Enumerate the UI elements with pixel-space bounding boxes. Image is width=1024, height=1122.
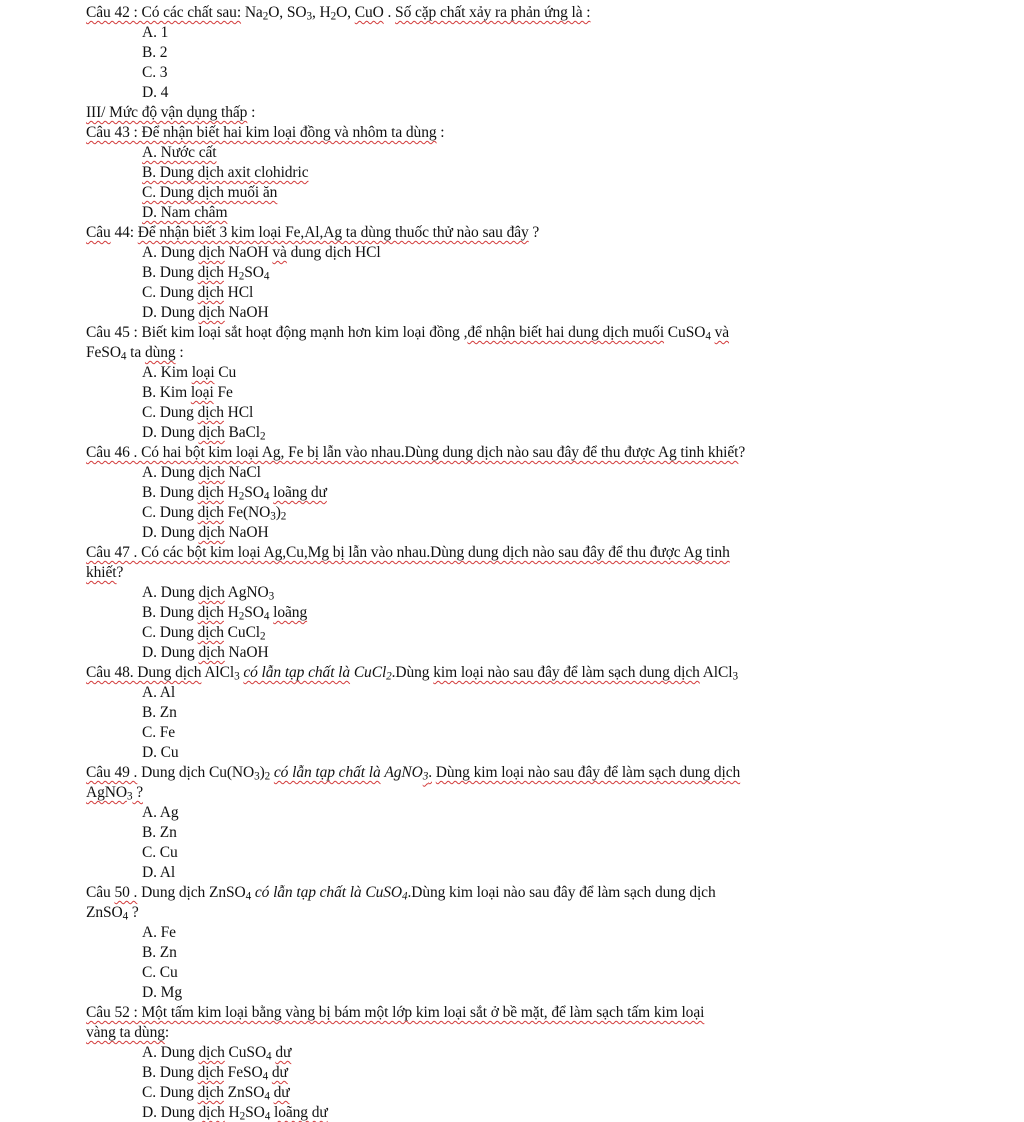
text-run: dịch <box>198 1104 225 1121</box>
text-run: A. 1 <box>142 24 169 41</box>
text-run: B. Dung dịch axit clohidric <box>142 164 309 181</box>
question-stem-q46 <box>86 444 745 462</box>
option-c-q43 <box>142 184 277 202</box>
text-run: C. Dung <box>142 284 198 301</box>
text-run: Fe <box>213 384 233 401</box>
text-run: ? <box>128 904 139 921</box>
text-run: : <box>436 124 445 141</box>
text-run: C. Dung <box>142 504 198 521</box>
text-run: O, SO <box>268 4 307 21</box>
text-run: dịch <box>198 644 225 661</box>
text-run: AgNO <box>384 764 423 781</box>
subscript: 2 <box>262 10 269 23</box>
text-run: CuO <box>354 4 384 21</box>
option-b-q44 <box>142 264 269 282</box>
text-run: dư <box>271 1064 288 1081</box>
text-run: A. Nước cất <box>142 144 217 161</box>
text-run: có lẫn tạp chất là <box>243 664 351 681</box>
option-c-q52 <box>142 1084 290 1102</box>
text-run: : <box>175 344 184 361</box>
question-stem-q49 <box>86 784 143 802</box>
text-run: D. Cu <box>142 744 179 761</box>
subscript: 2 <box>386 670 392 683</box>
option-b-q45 <box>142 384 233 402</box>
option-c-q45 <box>142 404 253 422</box>
question-stem-q52 <box>86 1004 704 1022</box>
text-run: C. 3 <box>142 64 168 81</box>
text-run: 44: <box>110 224 138 241</box>
text-run: AgNO <box>224 584 269 601</box>
text-run: . <box>383 4 396 21</box>
subscript: 4 <box>263 490 270 503</box>
subscript: 4 <box>263 610 270 623</box>
text-run: B. 2 <box>142 44 168 61</box>
text-run: C. Dung <box>142 624 198 641</box>
text-run: dịch <box>197 484 224 501</box>
option-c-q46 <box>142 504 286 522</box>
question-stem-q50 <box>86 884 716 902</box>
text-run: dịch <box>198 584 225 601</box>
option-d-q44 <box>142 304 269 322</box>
text-run: Dung dịch Cu(NO <box>137 764 255 781</box>
text-run: loại <box>190 384 214 401</box>
question-stem-q48 <box>86 664 738 682</box>
text-run: Số cặp chất xảy ra phản ứng là : <box>395 4 591 21</box>
text-run: A. Al <box>142 684 176 701</box>
text-run: ) <box>275 504 281 521</box>
text-run: Dùng kim loại nào sau đây để làm sạch dung dịch <box>435 764 741 781</box>
text-run: A. Dung <box>142 464 199 481</box>
text-run: A. Ag <box>142 804 179 821</box>
subscript: 3 <box>234 670 240 683</box>
text-run: ZnSO <box>86 904 123 921</box>
text-run: NaOH <box>224 244 273 261</box>
text-run: vàng ta dùng <box>86 1024 165 1041</box>
subscript: 2 <box>260 630 266 643</box>
option-c-q50 <box>142 964 178 982</box>
question-stem-q47 <box>86 544 730 562</box>
text-run: dịch <box>198 304 225 321</box>
option-b-q47 <box>142 604 307 622</box>
option-b-q43 <box>142 164 308 182</box>
option-a-q47 <box>142 584 274 602</box>
option-d-q43 <box>142 204 227 222</box>
subscript: 2 <box>330 10 337 23</box>
text-run: SO <box>244 264 264 281</box>
subscript: 3 <box>306 10 312 23</box>
option-b-q46 <box>142 484 327 502</box>
text-run: III/ Mức độ vận dụng thấp <box>86 104 248 121</box>
question-stem-q49 <box>86 764 740 782</box>
option-d-q46 <box>142 524 269 542</box>
text-run: B. Zn <box>142 944 177 961</box>
text-run: dung dịch HCl <box>286 244 381 261</box>
text-run: Cu <box>214 364 237 381</box>
text-run: : <box>247 104 256 121</box>
option-d-q47 <box>142 644 269 662</box>
text-run: A. Kim <box>142 364 192 381</box>
option-d-q42 <box>142 84 168 102</box>
text-run: khiết <box>86 564 117 581</box>
subscript: 4 <box>264 1090 270 1103</box>
option-b-q48 <box>142 704 177 722</box>
text-run: : <box>164 1024 170 1041</box>
subscript: 4 <box>262 1070 269 1083</box>
option-a-q45 <box>142 364 236 382</box>
option-a-q48 <box>142 684 175 702</box>
text-run: Để nhận biết 3 kim loại Fe,Al,Ag ta dùng thuốc thử nào sau đây <box>137 224 529 241</box>
text-run: B. Dung <box>142 264 198 281</box>
text-run: dịch <box>197 604 224 621</box>
text-run: SO <box>245 1104 265 1121</box>
text-run: CuCl <box>353 664 387 681</box>
subscript: 2 <box>238 490 245 503</box>
subscript: 2 <box>238 270 245 283</box>
option-c-q47 <box>142 624 266 642</box>
text-run: để nhận biết hai dung dịch muối <box>467 324 665 341</box>
text-run: , H <box>311 4 331 21</box>
subscript: 2 <box>280 510 287 523</box>
text-run: A. Dung <box>142 1044 199 1061</box>
section-heading <box>86 104 255 122</box>
option-a-q46 <box>142 464 261 482</box>
text-run: kim loại nào sau đây để làm sạch dung dịch <box>433 664 700 681</box>
option-d-q52 <box>142 1104 328 1122</box>
subscript: 4 <box>122 910 129 923</box>
text-run: ZnSO <box>223 1084 265 1101</box>
text-run: ) <box>259 764 265 781</box>
text-run: A. Dung <box>142 244 199 261</box>
text-run: CuSO <box>224 1044 267 1061</box>
subscript: 3 <box>732 670 738 683</box>
subscript: 3 <box>254 770 260 783</box>
subscript: 3 <box>422 770 429 783</box>
question-stem-q43 <box>86 124 445 142</box>
text-run: .Dùng kim loại nào sau đây để làm sạch dung dịch <box>407 884 716 901</box>
text-run: B. Dung <box>142 484 198 501</box>
option-d-q45 <box>142 424 266 442</box>
question-stem-q47 <box>86 564 123 582</box>
text-run: dịch <box>197 264 224 281</box>
text-run: D. Dung <box>142 424 199 441</box>
text-run: NaOH <box>224 644 269 661</box>
option-b-q49 <box>142 824 177 842</box>
text-run: CuCl <box>223 624 261 641</box>
text-run: D. Dung <box>142 524 199 541</box>
text-run: ? <box>738 444 746 461</box>
text-run: B. Zn <box>142 704 177 721</box>
question-stem-q52 <box>86 1024 169 1042</box>
text-run: D. Dung <box>142 644 199 661</box>
subscript: 3 <box>268 590 275 603</box>
option-b-q42 <box>142 44 167 62</box>
text-run: dịch <box>197 404 224 421</box>
text-run: D. Al <box>142 864 176 881</box>
subscript: 3 <box>126 790 133 803</box>
text-run: dịch <box>197 284 224 301</box>
text-run: và <box>714 324 730 341</box>
option-c-q48 <box>142 724 175 742</box>
subscript: 4 <box>266 1050 272 1063</box>
text-run: dịch <box>197 1064 224 1081</box>
option-b-q50 <box>142 944 177 962</box>
subscript: 2 <box>260 430 266 443</box>
question-stem-q45 <box>86 324 729 342</box>
text-run: loãng <box>273 604 308 621</box>
text-run: C. Dung <box>142 1084 198 1101</box>
option-a-q42 <box>142 24 168 42</box>
text-run: và <box>272 244 287 261</box>
text-run: A. Fe <box>142 924 176 941</box>
subscript: 3 <box>270 510 276 523</box>
text-run: dịch <box>198 244 225 261</box>
text-run: O, <box>336 4 355 21</box>
text-run: D. Dung <box>142 1104 199 1121</box>
option-d-q48 <box>142 744 179 762</box>
text-run: dịch <box>197 504 224 521</box>
text-run: ? <box>116 564 124 581</box>
text-run: H <box>223 484 239 501</box>
text-run: 50 . <box>114 884 138 901</box>
text-run: AlCl <box>201 664 235 681</box>
question-stem-q42 <box>86 4 591 22</box>
subscript: 4 <box>120 350 127 363</box>
text-run: có lẫn tạp chất là <box>254 884 362 901</box>
text-run: loãng dư <box>273 484 327 501</box>
subscript: 4 <box>705 330 711 343</box>
text-run: AlCl <box>699 664 733 681</box>
option-a-q50 <box>142 924 176 942</box>
subscript: 4 <box>245 890 252 903</box>
subscript: 2 <box>239 1110 246 1122</box>
question-stem-q45 <box>86 344 184 362</box>
text-run: . <box>428 764 432 781</box>
text-run: B. Kim <box>142 384 191 401</box>
text-run: D. Nam châm <box>142 204 228 221</box>
text-run: Câu 45 : Biết kim loại sắt hoạt động mạnh hơn kim loại đồng , <box>86 324 468 341</box>
subscript: 4 <box>401 890 408 903</box>
text-run: AgNO <box>86 784 127 801</box>
text-run: D. 4 <box>142 84 169 101</box>
text-run: A. Dung <box>142 584 199 601</box>
text-run: dịch <box>198 524 225 541</box>
text-run: Câu 52 : Một tấm kim loại bằng vàng bị bám một lớp kim loại sắt ở bề mặt, để làm sạch tấm kim loại <box>86 1004 705 1021</box>
text-run: Câu 49 . <box>86 764 138 781</box>
question-stem-q50 <box>86 904 139 922</box>
text-run: loãng dư <box>274 1104 328 1121</box>
subscript: 2 <box>238 610 245 623</box>
text-run: ta <box>126 344 145 361</box>
text-run: C. Fe <box>142 724 176 741</box>
text-run: dùng <box>144 344 176 361</box>
text-run: SO <box>244 604 264 621</box>
text-run: C. Dung dịch muối ăn <box>142 184 278 201</box>
subscript: 4 <box>264 1110 271 1122</box>
text-run: Câu 48. Dung dịch <box>86 664 202 681</box>
text-run: HCl <box>223 284 254 301</box>
text-run: dịch <box>198 1044 225 1061</box>
text-run: NaCl <box>224 464 261 481</box>
text-run: dư <box>273 1084 290 1101</box>
text-run: HCl <box>223 404 254 421</box>
text-run: NaOH <box>224 304 269 321</box>
subscript: 2 <box>264 770 271 783</box>
text-run: B. Dung <box>142 604 198 621</box>
text-run: Câu 46 . Có hai bột kim loại Ag, Fe bị lẫn vào nhau.Dùng dung dịch nào sau đây để thu được Ag tinh khiết <box>86 444 739 461</box>
option-c-q49 <box>142 844 178 862</box>
option-a-q44 <box>142 244 381 262</box>
text-run: C. Dung <box>142 404 198 421</box>
text-run: loại <box>191 364 215 381</box>
text-run: H <box>223 264 239 281</box>
text-run: .Dùng <box>391 664 434 681</box>
text-run: dư <box>275 1044 292 1061</box>
text-run: SO <box>244 484 264 501</box>
option-c-q42 <box>142 64 167 82</box>
text-run: B. Zn <box>142 824 177 841</box>
text-run: BaCl <box>224 424 261 441</box>
text-run: ? <box>132 784 143 801</box>
text-run: có lẫn tạp chất là <box>273 764 381 781</box>
option-a-q52 <box>142 1044 291 1062</box>
text-run: ? <box>528 224 540 241</box>
text-run: Câu <box>86 884 115 901</box>
text-run: B. Dung <box>142 1064 198 1081</box>
text-run: H <box>223 604 239 621</box>
option-a-q49 <box>142 804 179 822</box>
text-run: Na <box>241 4 263 21</box>
text-run: CuSO <box>664 324 706 341</box>
text-run: dịch <box>197 624 224 641</box>
question-stem-q44 <box>86 224 539 242</box>
text-run: dịch <box>198 424 225 441</box>
text-run: NaOH <box>224 524 269 541</box>
text-run: H <box>224 1104 240 1121</box>
text-run: Câu 42 : Có các chất sau: <box>86 4 242 21</box>
text-run: Dung dịch ZnSO <box>137 884 246 901</box>
text-run: Fe(NO <box>223 504 271 521</box>
text-run: D. Mg <box>142 984 182 1001</box>
text-run: FeSO <box>223 1064 263 1081</box>
text-run: C. Cu <box>142 964 178 981</box>
text-run: dịch <box>198 464 225 481</box>
text-run: Câu 47 . Có các bột kim loại Ag,Cu,Mg bị lẫn vào nhau.Dùng dung dịch nào sau đây để thu được Ag tinh <box>86 544 730 561</box>
text-run: FeSO <box>86 344 121 361</box>
text-run: Câu 43 : Để nhận biết hai kim loại đồng và nhôm ta dùng <box>86 124 437 141</box>
text-run: CuSO <box>365 884 402 901</box>
text-run: C. Cu <box>142 844 178 861</box>
option-a-q43 <box>142 144 216 162</box>
option-d-q49 <box>142 864 175 882</box>
option-b-q52 <box>142 1064 288 1082</box>
option-d-q50 <box>142 984 182 1002</box>
option-c-q44 <box>142 284 253 302</box>
subscript: 4 <box>263 270 270 283</box>
text-run: D. Dung <box>142 304 199 321</box>
text-run: dịch <box>197 1084 224 1101</box>
text-run: Câu <box>86 224 111 241</box>
